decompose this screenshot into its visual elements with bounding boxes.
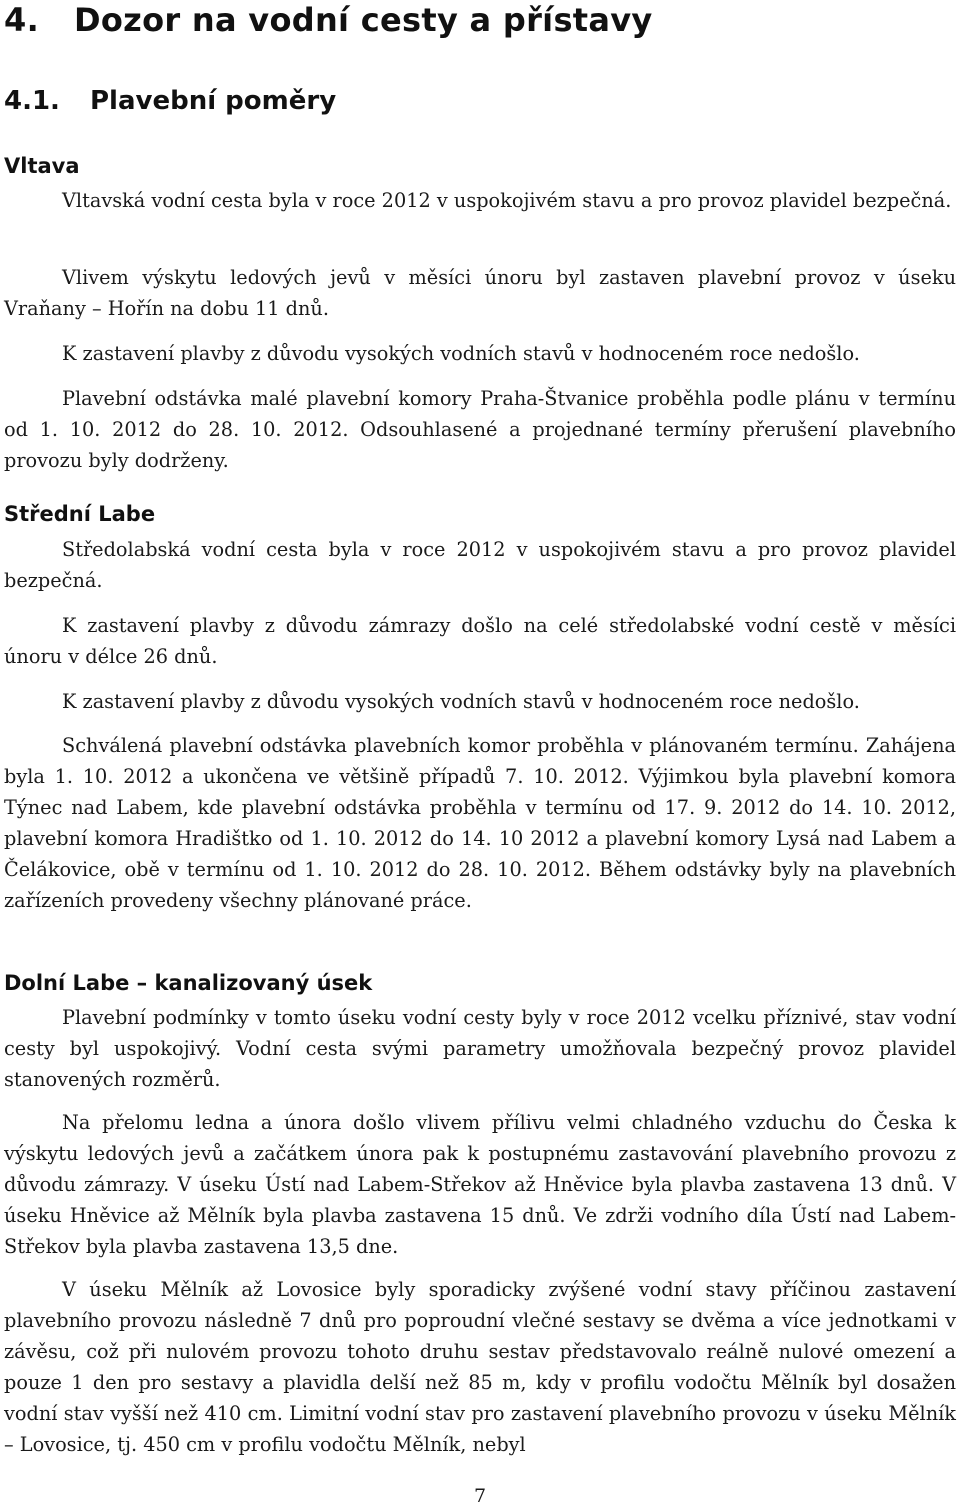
paragraph: K zastavení plavby z důvodu zámrazy došlo na celé středolabské vodní cestě v měsíci únoru v délce 26 dnů. (4, 614, 956, 668)
subsection-heading-stredni-labe: Střední Labe (4, 502, 156, 526)
paragraph: Plavební odstávka malé plavební komory Praha-Štvanice proběhla podle plánu v termínu od 1. 10. 2012 do 28. 10. 2012. Odsouhlasené a projednané termíny přerušení plavebního provozu byly dodrženy. (4, 387, 956, 472)
paragraph: K zastavení plavby z důvodu vysokých vodních stavů v hodnoceném roce nedošlo. (62, 342, 860, 365)
section-heading (4, 84, 336, 118)
paragraph: Vlivem výskytu ledových jevů v měsíci únoru byl zastaven plavební provoz v úseku Vraňany – Hořín na dobu 11 dnů. (4, 266, 956, 320)
paragraph: Středolabská vodní cesta byla v roce 2012 v uspokojivém stavu a pro provoz plavidel bezpečná. (4, 538, 956, 592)
paragraph: Vltavská vodní cesta byla v roce 2012 v uspokojivém stavu a pro provoz plavidel bezpečná. (62, 189, 952, 212)
chapter-title: Dozor na vodní cesty a přístavy (74, 1, 653, 39)
subsection-heading-dolni-labe: Dolní Labe – kanalizovaný úsek (4, 971, 373, 995)
chapter-number: 4. (4, 1, 40, 39)
paragraph: Na přelomu ledna a února došlo vlivem přílivu velmi chladného vzduchu do Česka k výskytu ledových jevů a začátkem února pak k postupnému zastavování plavebního provozu z důvodu zámrazy. V úseku Ústí nad Labem-Střekov až Hněvice byla plavba zastavena 13 dnů. V úseku Hněvice až Mělník byla plavba zastavena 15 dnů. Ve zdrži vodního díla Ústí nad Labem-Střekov byla plavba zastavena 13,5 dne. (4, 1111, 956, 1258)
paragraph: V úseku Mělník až Lovosice byly sporadicky zvýšené vodní stavy příčinou zastavení plavebního provozu následně 7 dnů pro poproudní vlečné sestavy se dvěma a více jednotkami v závěsu, což při nulovém provozu tohoto druhu sestav představovalo reálně nulové omezení a pouze 1 den pro sestavy a plavidla delší než 85 m, kdy v profilu vodočtu Mělník byl dosažen vodní stav vyšší než 410 cm. Limitní vodní stav pro zastavení plavebního provozu v úseku Mělník – Lovosice, tj. 450 cm v profilu vodočtu Mělník, nebyl (4, 1278, 956, 1456)
page-number: 7 (473, 1485, 487, 1507)
subsection-heading-vltava: Vltava (4, 154, 80, 178)
paragraph: Plavební podmínky v tomto úseku vodní cesty byly v roce 2012 vcelku příznivé, stav vodní cesty byl uspokojivý. Vodní cesta svými parametry umožňovala bezpečný provoz plavidel stanovených rozměrů. (4, 1006, 956, 1091)
paragraph: K zastavení plavby z důvodu vysokých vodních stavů v hodnoceném roce nedošlo. (62, 690, 860, 713)
section-number: 4.1. (4, 86, 60, 116)
paragraph: Schválená plavební odstávka plavebních komor proběhla v plánovaném termínu. Zahájena byla 1. 10. 2012 a ukončena ve většině případů 7. 10. 2012. Výjimkou byla plavební komora Týnec nad Labem, kde plavební odstávka proběhla v termínu od 17. 9. 2012 do 14. 10. 2012, plavební komora Hradištko od 1. 10. 2012 do 14. 10 2012 a plavební komory Lysá nad Labem a Čelákovice, obě v termínu od 1. 10. 2012 do 28. 10. 2012. Během odstávky byly na plavebních zařízeních provedeny všechny plánované práce. (4, 734, 956, 912)
chapter-heading (4, 0, 653, 40)
section-title: Plavební poměry (90, 86, 337, 116)
